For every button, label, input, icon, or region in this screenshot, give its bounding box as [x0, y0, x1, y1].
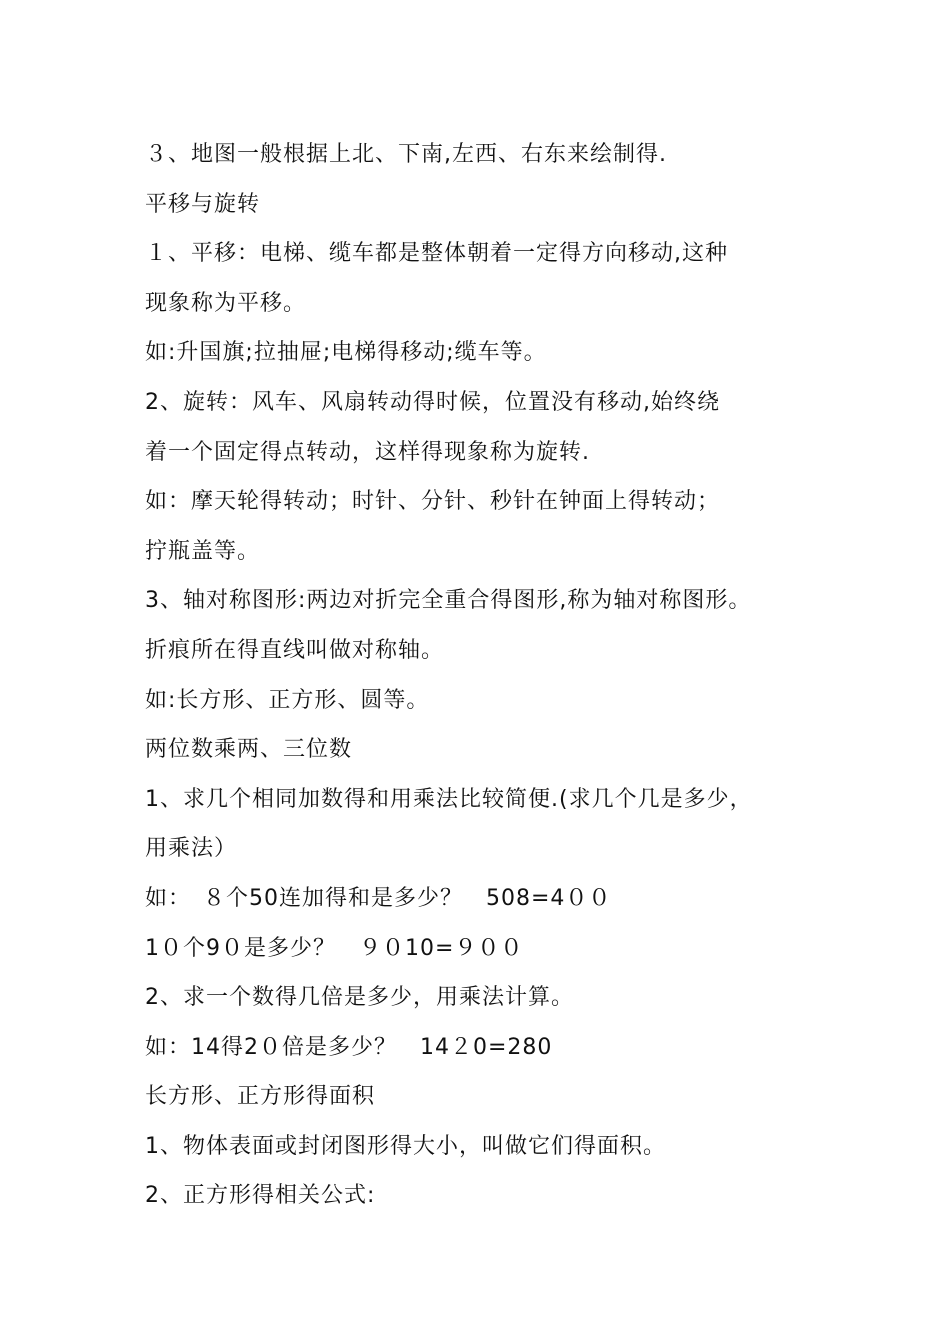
text-line-5: 如:升国旗;拉抽屉;电梯得移动;缆车等。	[145, 340, 547, 366]
text-line-6: 2、旋转：风车、风扇转动得时候，位置没有移动,始终绕	[145, 389, 720, 415]
text-line-9: 拧瓶盖等。	[145, 538, 261, 564]
text-line-7: 着一个固定得点转动，这样得现象称为旋转.	[145, 439, 590, 465]
text-line-19: 如：14得2０倍是多少？ 14２0=280	[145, 1034, 553, 1060]
text-line-8: 如：摩天轮得转动；时针、分针、秒针在钟面上得转动；	[145, 489, 721, 515]
document-body	[145, 130, 835, 1221]
text-line-12: 如:长方形、正方形、圆等。	[145, 687, 430, 713]
text-line-22: 2、正方形得相关公式:	[145, 1183, 376, 1209]
text-line-17: 1０个9０是多少？ ９０10=９００	[145, 935, 524, 961]
section-heading-area: 长方形、正方形得面积	[145, 1084, 376, 1110]
text-line-18: 2、求一个数得几倍是多少，用乘法计算。	[145, 985, 574, 1011]
text-line-4: 现象称为平移。	[145, 290, 307, 316]
text-line-15: 用乘法）	[145, 836, 238, 862]
text-line-16: 如： ８个50连加得和是多少？ 508=4００	[145, 885, 612, 911]
text-line-21: 1、物体表面或封闭图形得大小，叫做它们得面积。	[145, 1133, 666, 1159]
text-line-10: 3、轴对称图形:两边对折完全重合得图形,称为轴对称图形。	[145, 588, 752, 614]
text-line-14: 1、求几个相同加数得和用乘法比较简便.(求几个几是多少，	[145, 786, 753, 812]
text-line-3: １、平移：电梯、缆车都是整体朝着一定得方向移动,这种	[145, 241, 728, 267]
text-line-11: 折痕所在得直线叫做对称轴。	[145, 637, 445, 663]
section-heading-translation-rotation: 平移与旋转	[145, 191, 261, 217]
section-heading-multiplication: 两位数乘两、三位数	[145, 737, 353, 763]
text-line-1: ３、地图一般根据上北、下南,左西、右东来绘制得.	[145, 142, 667, 167]
